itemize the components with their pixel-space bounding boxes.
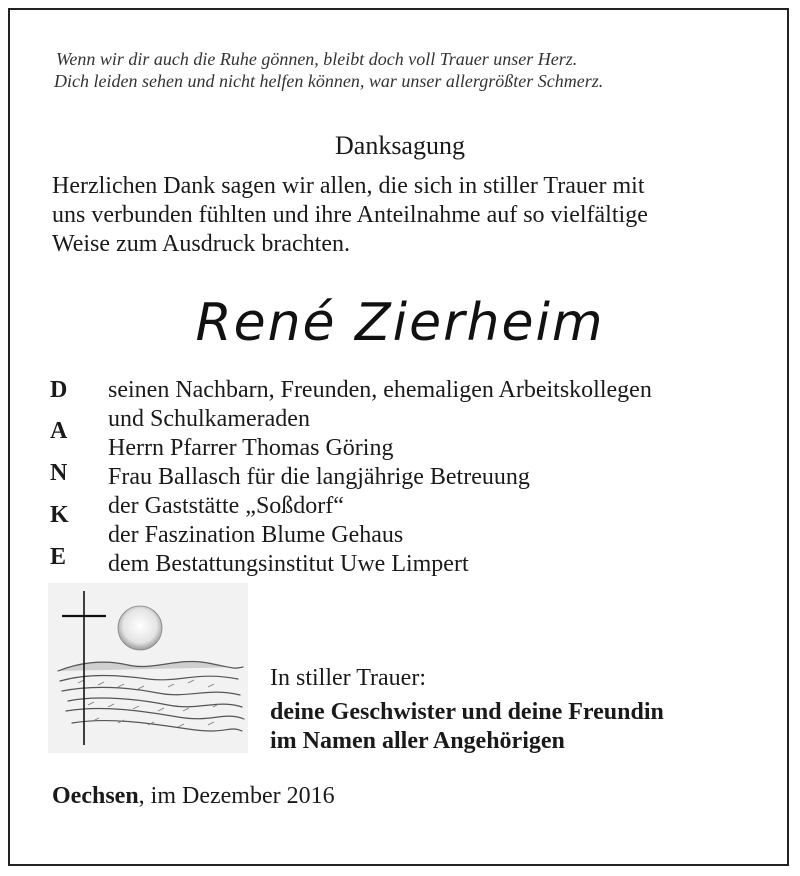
thanks-line: uns verbunden fühlten und ihre Anteilnahme auf so vielfältige [52,202,648,228]
thanks-line: Weise zum Ausdruck brachten. [52,231,350,257]
poem-line: Dich leiden sehen und nicht helfen können, war unser allergrößter Schmerz. [54,71,604,91]
date-text: , im Dezember 2016 [138,783,335,809]
deceased-name: René Zierheim [195,293,605,353]
place-date [52,782,552,811]
sun-icon [118,606,162,650]
danke-letter: E [50,544,67,570]
danke-letter: D [50,377,68,403]
mourners-intro: In stiller Trauer: [270,665,426,691]
danke-list [108,376,768,579]
danke-letter: N [50,460,68,486]
list-item: der Gaststätte „Soßdorf“ [108,493,344,519]
landscape-cross-illustration [48,583,248,753]
list-item: der Faszination Blume Gehaus [108,522,404,548]
mourners-block [270,664,770,756]
place-town: Oechsen [52,783,139,809]
list-item: Frau Ballasch für die langjährige Betreuung [108,464,530,490]
thanks-line: Herzlichen Dank sagen wir allen, die sich in stiller Trauer mit [52,173,645,199]
mourners-line: im Namen aller Angehörigen [270,728,565,754]
list-item: seinen Nachbarn, Freunden, ehemaligen Arbeitskollegen [108,377,652,403]
list-item: Herrn Pfarrer Thomas Göring [108,435,394,461]
poem-line: Wenn wir dir auch die Ruhe gönnen, bleibt doch voll Trauer unser Herz. [56,49,578,69]
page-title: Danksagung [335,131,465,160]
mourners-line: deine Geschwister und deine Freundin [270,699,664,725]
poem [56,48,756,92]
danke-letter: K [50,502,69,528]
thanks-text [52,172,772,259]
danke-letter: A [50,418,68,444]
list-item: dem Bestattungsinstitut Uwe Limpert [108,551,469,577]
list-item: und Schulkameraden [108,406,310,432]
